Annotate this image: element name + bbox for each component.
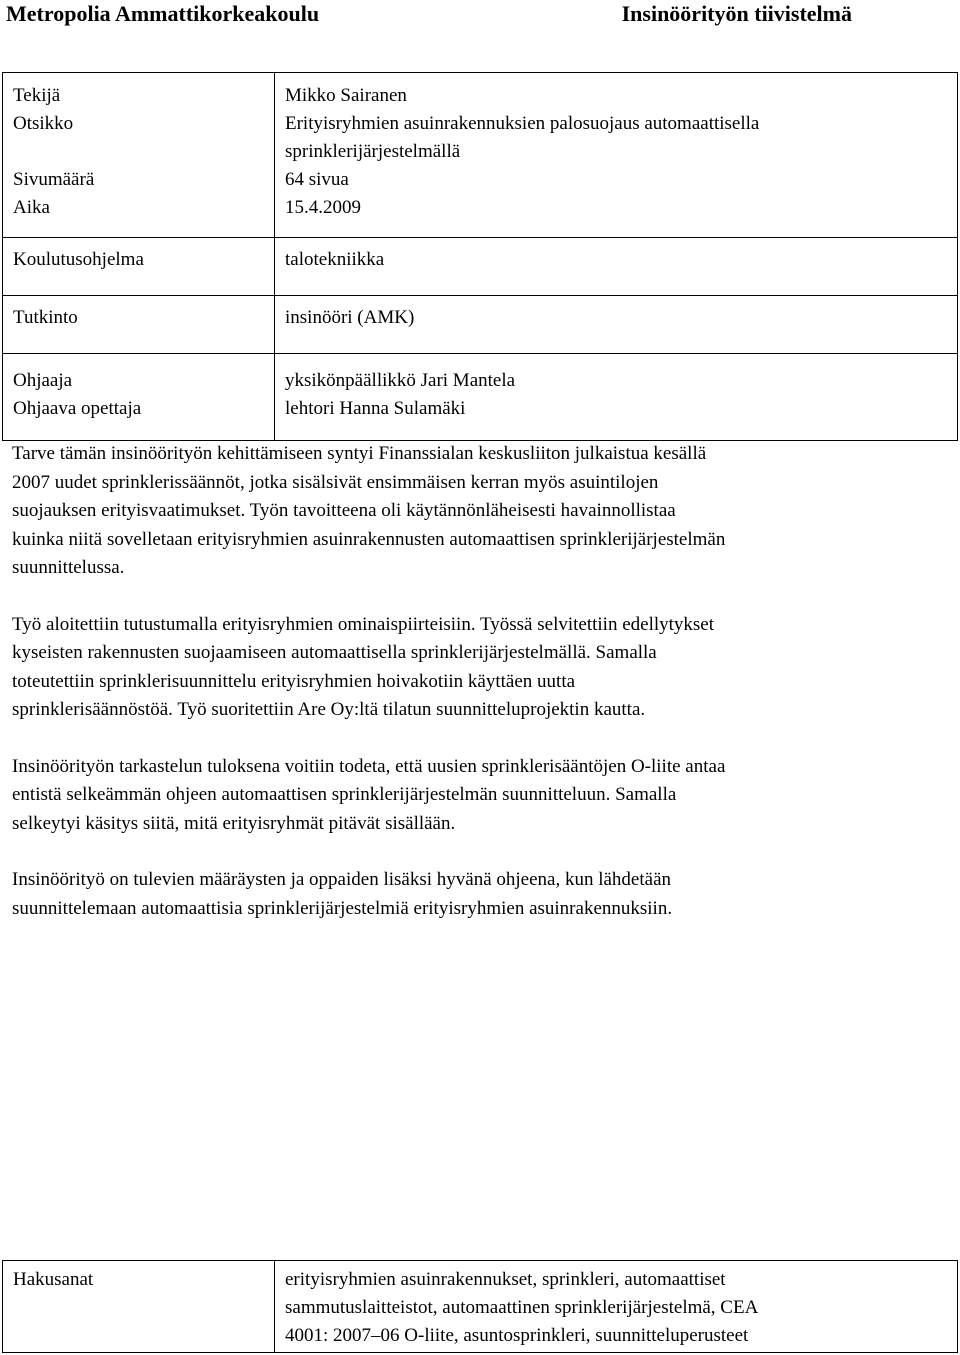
- abstract-line: entistä selkeämmän ohjeen automaattisen sprinklerijärjestelmän suunnitteluun. Samalla: [12, 784, 677, 805]
- teacher-value: lehtori Hanna Sulamäki: [285, 398, 466, 419]
- abstract-line: 2007 uudet sprinklerissäännöt, jotka sisälsivät ensimmäisen kerran myös asuintilojen: [12, 471, 659, 493]
- programme-label: Koulutusohjelma: [13, 249, 144, 270]
- abstract-body: [12, 440, 952, 951]
- pages-value: 64 sivua: [285, 169, 349, 190]
- label-cell: [3, 296, 275, 354]
- supervisor-label: Ohjaaja: [13, 370, 73, 391]
- date-label: Aika: [13, 197, 50, 218]
- abstract-line: Tarve tämän insinöörityön kehittämiseen syntyi Finanssialan keskusliiton julkaistua kesällä: [12, 443, 707, 464]
- keywords-line-1: erityisryhmien asuinrakennukset, sprinkleri, automaattiset: [285, 1269, 726, 1290]
- supervisor-value: yksikönpäällikkö Jari Mantela: [285, 370, 516, 391]
- label-cell: [3, 1261, 275, 1353]
- abstract-line: suunnittelussa.: [12, 557, 125, 578]
- label-cell: [3, 238, 275, 296]
- abstract-line: Insinöörityön tarkastelun tuloksena voitiin todeta, että uusien sprinklerisääntöjen O-liite antaa: [12, 755, 726, 777]
- abstract-line: kuinka niitä sovelletaan erityisryhmien asuinrakennusten automaattisen sprinklerijärjestelmän: [12, 528, 726, 550]
- table-row: [3, 73, 958, 238]
- abstract-line: kyseisten rakennusten suojaamiseen automaattisella sprinklerijärjestelmällä. Samalla: [12, 642, 657, 663]
- abstract-paragraph-4: [12, 866, 952, 923]
- keywords-table: [2, 1260, 958, 1353]
- keywords-label: Hakusanat: [13, 1269, 94, 1290]
- keywords-line-2: sammutuslaitteistot, automaattinen sprinklerijärjestelmä, CEA: [285, 1297, 759, 1318]
- institution-name: Metropolia Ammattikorkeakoulu: [6, 1, 320, 26]
- degree-label: Tutkinto: [13, 307, 78, 328]
- value-cell: [275, 296, 958, 354]
- abstract-line: Insinöörityö on tulevien määräysten ja oppaiden lisäksi hyvänä ohjeena, kun lähdetään: [12, 869, 671, 890]
- label-cell: [3, 73, 275, 238]
- thesis-info-table: [2, 72, 958, 441]
- degree-value: insinööri (AMK): [285, 307, 415, 328]
- keywords-line-3: 4001: 2007–06 O-liite, asuntosprinkleri, suunnitteluperusteet: [285, 1325, 749, 1346]
- value-cell: [275, 354, 958, 441]
- table-row: [3, 1261, 958, 1353]
- title-value-line-1: Erityisryhmien asuinrakennuksien palosuojaus automaattisella: [285, 113, 760, 134]
- abstract-paragraph-3: [12, 753, 952, 839]
- document-type: Insinöörityön tiivistelmä: [621, 1, 852, 26]
- title-label: Otsikko: [13, 113, 74, 134]
- author-label: Tekijä: [13, 85, 61, 106]
- abstract-line: toteutettiin sprinklerisuunnittelu erityisryhmien hoivakotiin käyttäen uutta: [12, 670, 576, 692]
- teacher-label: Ohjaava opettaja: [13, 398, 142, 419]
- abstract-paragraph-2: [12, 611, 952, 725]
- value-cell: [275, 238, 958, 296]
- abstract-line: sprinklerisäännöstöä. Työ suoritettiin Are Oy:ltä tilatun suunnitteluprojektin kautta.: [12, 699, 646, 720]
- table-row: [3, 238, 958, 296]
- table-row: [3, 354, 958, 441]
- title-value-line-2: sprinklerijärjestelmällä: [285, 141, 461, 162]
- author-value: Mikko Sairanen: [285, 85, 407, 106]
- label-cell: [3, 354, 275, 441]
- programme-value: talotekniikka: [285, 249, 385, 270]
- table-row: [3, 296, 958, 354]
- abstract-line: suunnittelemaan automaattisia sprinklerijärjestelmiä erityisryhmien asuinrakennuksiin.: [12, 897, 673, 919]
- value-cell: [275, 1261, 958, 1353]
- value-cell: [275, 73, 958, 238]
- page-header: [0, 0, 960, 34]
- abstract-paragraph-1: [12, 440, 952, 583]
- abstract-line: suojauksen erityisvaatimukset. Työn tavoitteena oli käytännönläheisesti havainnollistaa: [12, 500, 676, 521]
- abstract-line: selkeytyi käsitys siitä, mitä erityisryhmät pitävät sisällään.: [12, 812, 456, 834]
- abstract-line: Työ aloitettiin tutustumalla erityisryhmien ominaispiirteisiin. Työssä selvitettiin edellytykset: [12, 613, 715, 635]
- pages-label: Sivumäärä: [13, 169, 95, 190]
- date-value: 15.4.2009: [285, 197, 361, 218]
